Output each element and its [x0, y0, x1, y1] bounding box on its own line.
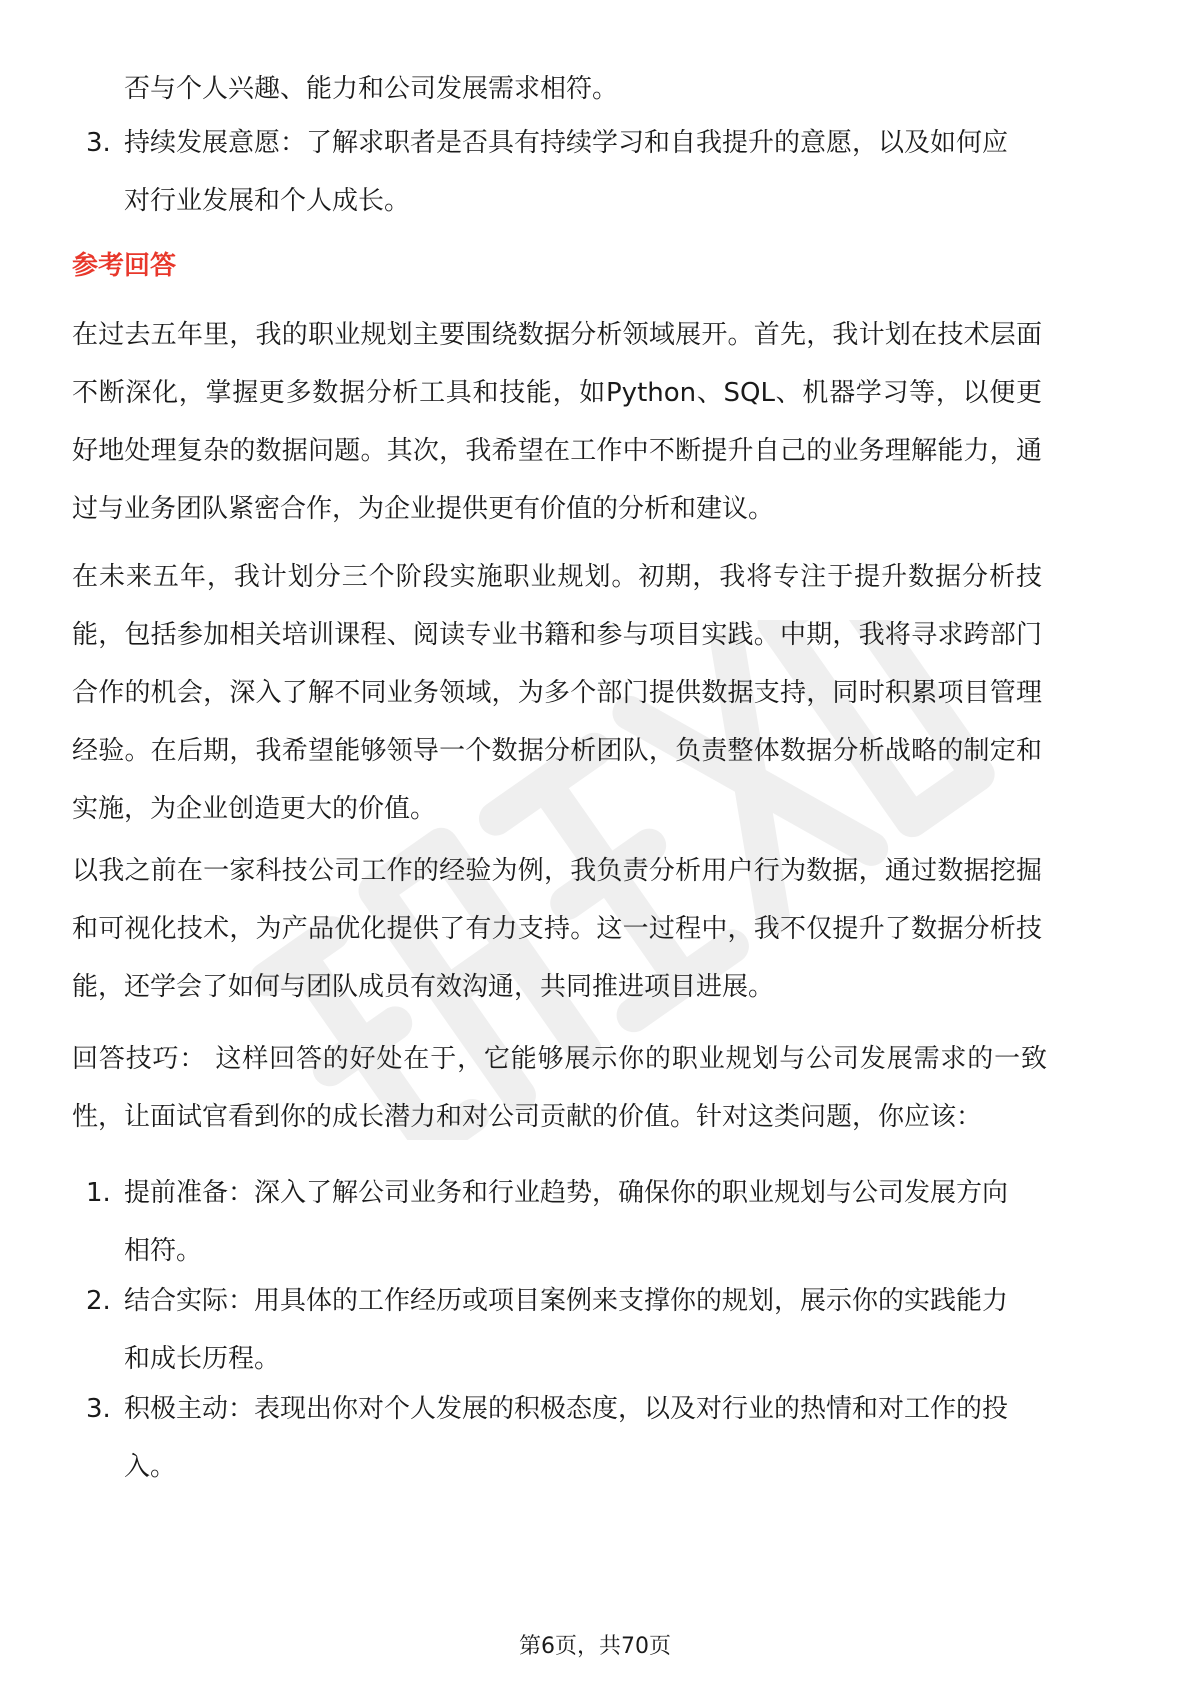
list-item-line: 相符。: [124, 1236, 203, 1266]
tip-item-3: [72, 1380, 1170, 1496]
list-item-text: 否与个人兴趣、能力和公司发展需求相符。: [124, 74, 619, 104]
list-item-line: 入。: [124, 1452, 177, 1482]
page-footer: 第6页，共70页: [519, 1634, 671, 1659]
list-item-line: 结合实际：用具体的工作经历或项目案例来支撑你的规划，展示你的实践能力: [124, 1286, 1009, 1316]
list-number: 2.: [86, 1286, 111, 1316]
list-item-line: 对行业发展和个人成长。: [124, 186, 411, 216]
list-item-line: 和成长历程。: [124, 1344, 281, 1374]
list-item-line: 提前准备：深入了解公司业务和行业趋势，确保你的职业规划与公司发展方向: [124, 1178, 1009, 1208]
tip-item-2: [72, 1272, 1170, 1388]
tip-item-1: [72, 1164, 1170, 1280]
answer-tips-intro: 回答技巧： 这样回答的好处在于，它能够展示你的职业规划与公司发展需求的一致性，让面试官看到你的成长潜力和对公司贡献的价值。针对这类问题，你应该：: [72, 1044, 1047, 1132]
section-title: 参考回答: [72, 251, 177, 281]
list-item-continuation: [72, 60, 1170, 118]
list-item-line: 积极主动：表现出你对个人发展的积极态度，以及对行业的热情和对工作的投: [124, 1394, 1009, 1424]
list-number: 1.: [86, 1178, 111, 1208]
list-item-3: [72, 114, 1170, 230]
answer-paragraph-2: 在未来五年，我计划分三个阶段实施职业规划。初期，我将专注于提升数据分析技能，包括参加相关培训课程、阅读专业书籍和参与项目实践。中期，我将寻求跨部门合作的机会，深入了解不同业务领域，为多个部门提供数据支持，同时积累项目管理经验。在后期，我希望能够领导一个数据分析团队，负责整体数据分析战略的制定和实施，为企业创造更大的价值。: [72, 562, 1042, 824]
list-number: 3.: [86, 128, 111, 158]
answer-paragraph-1: 在过去五年里，我的职业规划主要围绕数据分析领域展开。首先，我计划在技术层面不断深化，掌握更多数据分析工具和技能，如Python、SQL、机器学习等，以便更好地处理复杂的数据问题。其次，我希望在工作中不断提升自己的业务理解能力，通过与业务团队紧密合作，为企业提供更有价值的分析和建议。: [72, 320, 1042, 524]
list-item-line: 持续发展意愿：了解求职者是否具有持续学习和自我提升的意愿，以及如何应: [124, 128, 1009, 158]
answer-paragraph-3: 以我之前在一家科技公司工作的经验为例，我负责分析用户行为数据，通过数据挖掘和可视化技术，为产品优化提供了有力支持。这一过程中，我不仅提升了数据分析技能，还学会了如何与团队成员有效沟通，共同推进项目进展。: [72, 856, 1042, 1002]
list-number: 3.: [86, 1394, 111, 1424]
